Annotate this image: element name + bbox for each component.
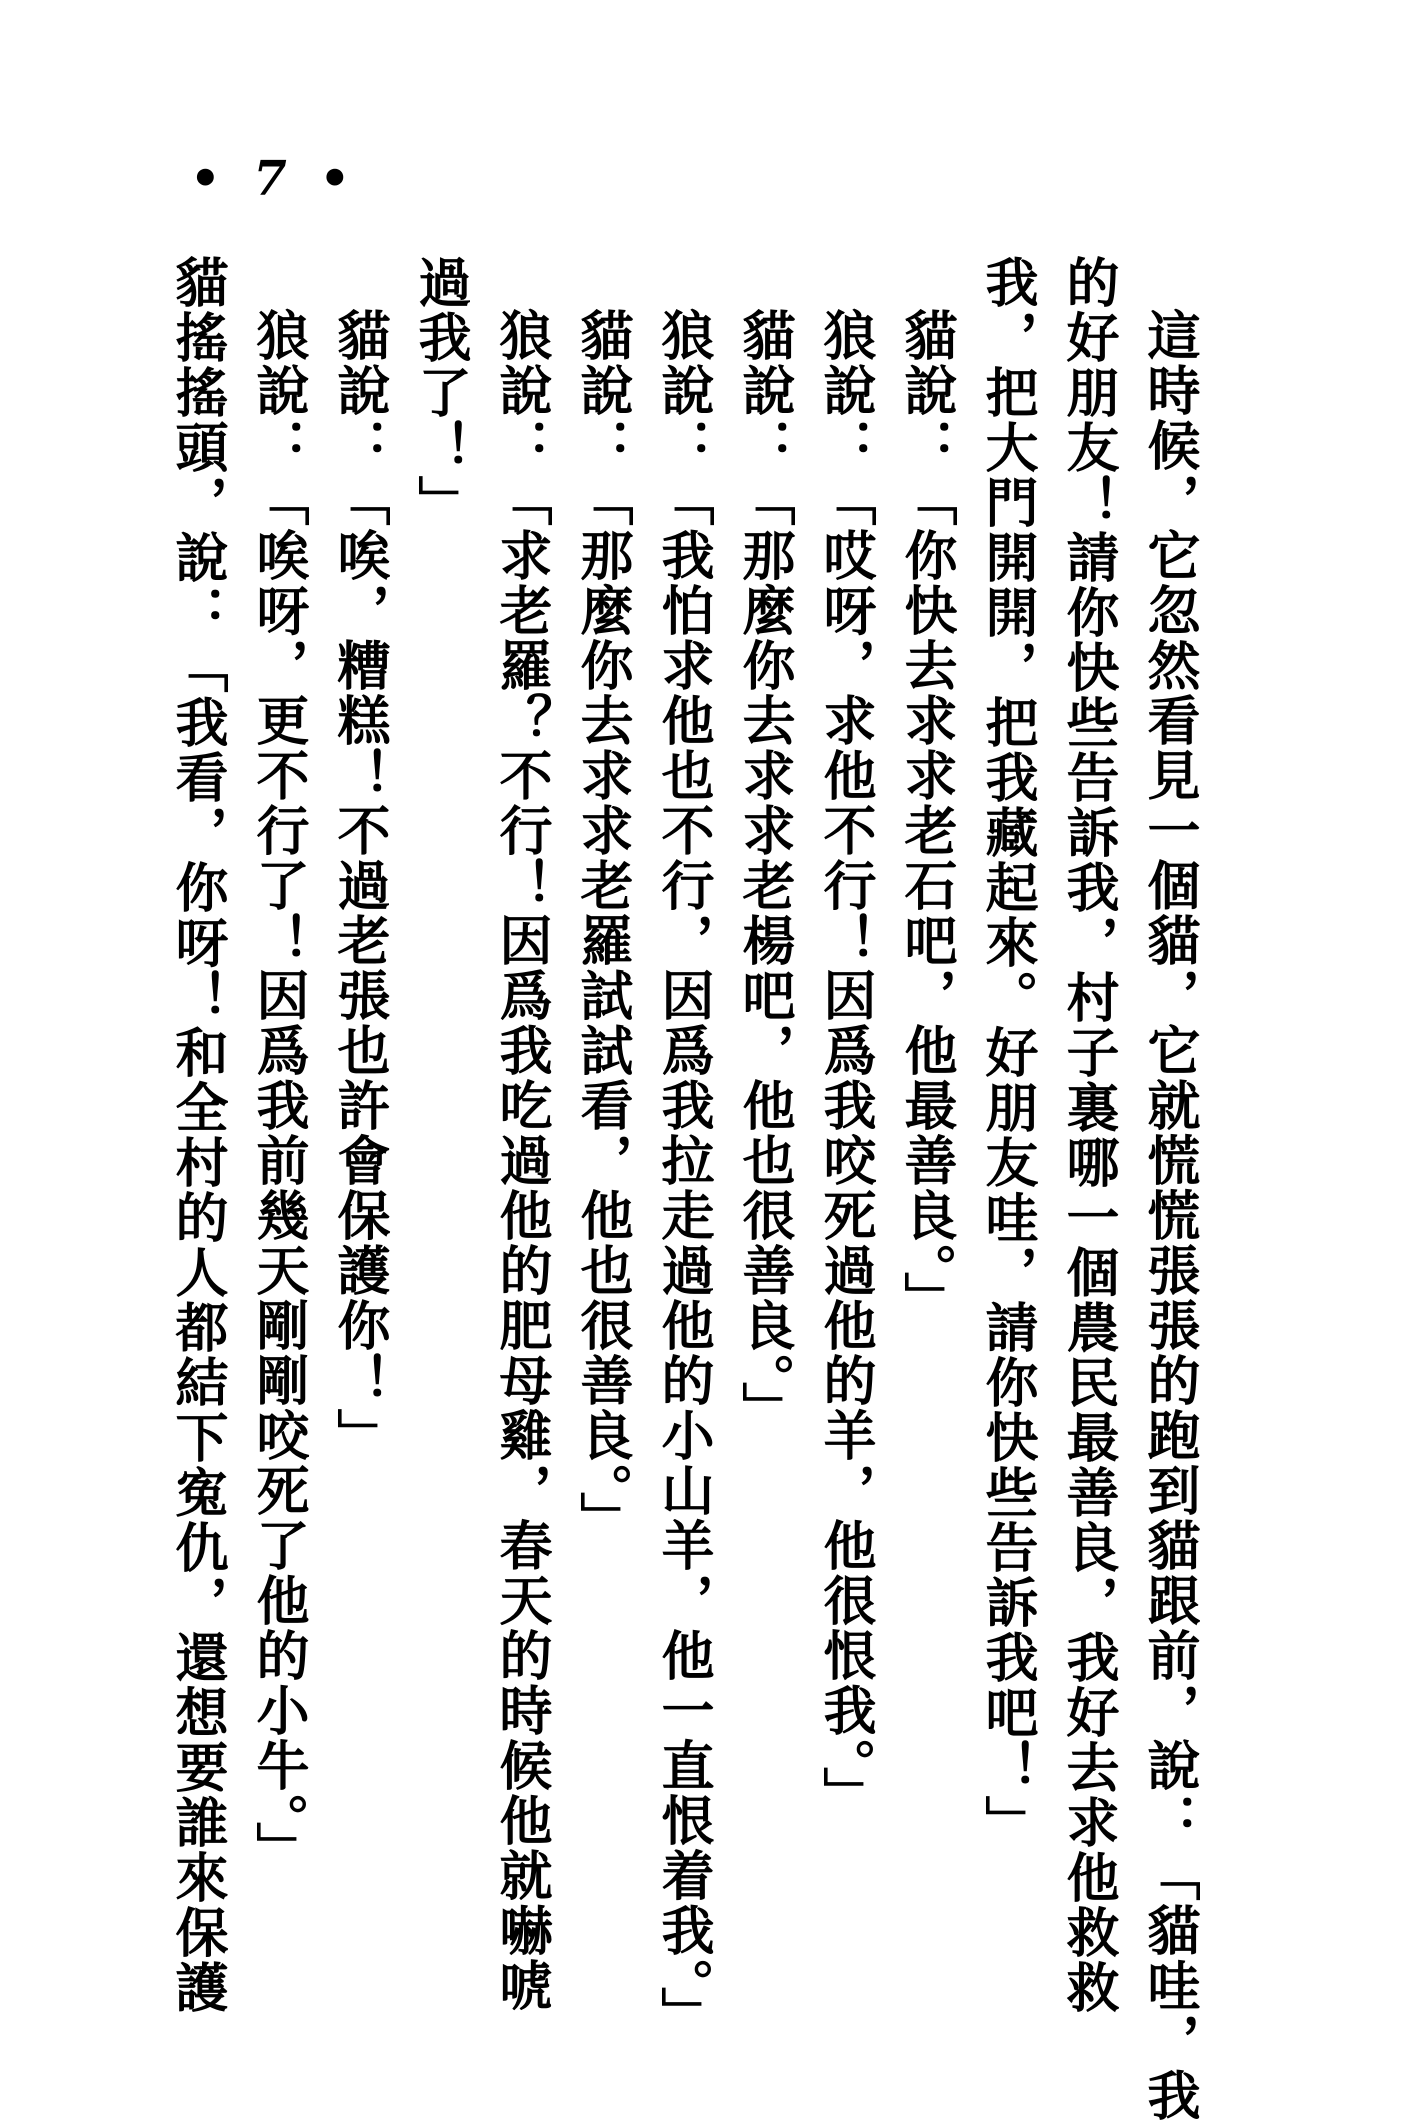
text-line-13: 貓搖搖頭，說：「我看，你呀！和全村的人都結下寃仇，還想要誰來保護 [167, 255, 228, 2015]
text-line-2: 的好朋友！請你快些告訴我，村子裏哪一個農民最善良，我好去求他救救 [1058, 255, 1119, 2015]
vertical-text-body [110, 255, 1210, 2123]
text-line-1: 這時候，它忽然看見一個貓，它就慌慌張張的跑到貓跟前，說：「貓哇，我 [1139, 308, 1200, 2123]
text-line-4: 貓說：「你快去求求老石吧，他最善良。」 [896, 308, 957, 1327]
text-line-8: 貓說：「那麼你去求求老羅試試看，他也很善良。」 [572, 308, 633, 1547]
text-line-11: 貓說：「唉，糟糕！不過老張也許會保護你！」 [329, 308, 390, 1463]
text-line-6: 貓說：「那麼你去求求老楊吧，他也很善良。」 [734, 308, 795, 1437]
text-line-5: 狼說：「哎呀，求他不行！因爲我咬死過他的羊，他很恨我。」 [815, 308, 876, 1822]
text-line-10: 過我了！」 [410, 255, 471, 530]
page-number: • 7 • [190, 151, 359, 207]
text-line-7: 狼說：「我怕求他也不行，因爲我拉走過他的小山羊，他一直恨着我。」 [653, 308, 714, 2042]
text-line-12: 狼說：「唉呀，更不行了！因爲我前幾天剛剛咬死了他的小牛。」 [248, 308, 309, 1877]
text-line-9: 狼說：「求老羅？不行！因爲我吃過他的肥母雞，春天的時候他就嚇唬 [491, 308, 552, 2013]
text-line-3: 我，把大門開開，把我藏起來。好朋友哇，請你快些告訴我吧！」 [977, 255, 1038, 1850]
